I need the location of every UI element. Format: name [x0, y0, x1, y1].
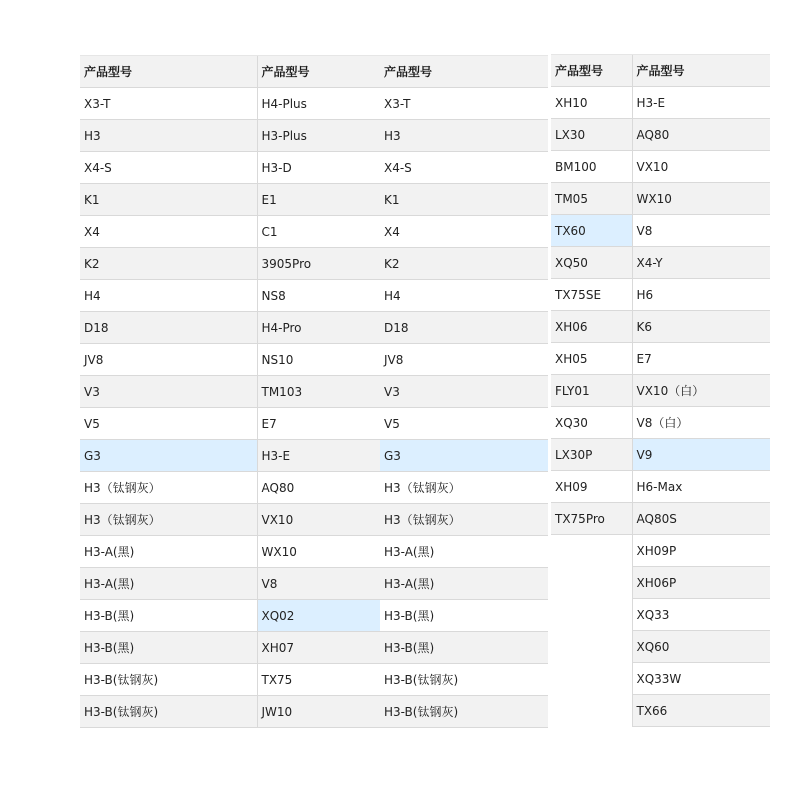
table-cell: H3-A(黑)	[380, 536, 548, 568]
table-cell: H3-B(黑)	[380, 600, 548, 632]
table-cell: C1	[257, 216, 380, 248]
table-cell: H3-E	[632, 87, 770, 119]
table-cell: TM05	[551, 183, 632, 215]
table-row	[80, 152, 548, 184]
table-cell: H3-B(黑)	[380, 632, 548, 664]
table-cell: X4	[380, 216, 548, 248]
table-row	[551, 183, 770, 215]
table-row	[551, 631, 770, 663]
table-cell: K2	[380, 248, 548, 280]
table-row	[80, 216, 548, 248]
table-cell: TX60	[551, 215, 632, 247]
table-cell: H4	[380, 280, 548, 312]
table-row	[80, 440, 548, 472]
table-cell: H3-B(钛钢灰)	[380, 664, 548, 696]
table-cell: V8	[257, 568, 380, 600]
table-cell: H3-Plus	[257, 120, 380, 152]
table-cell: XQ33W	[632, 663, 770, 695]
table-cell: JV8	[380, 344, 548, 376]
table-header-row	[80, 56, 548, 88]
table-row	[551, 535, 770, 567]
table-cell: BM100	[551, 151, 632, 183]
table-row	[80, 312, 548, 344]
table-row	[551, 407, 770, 439]
table-cell: 3905Pro	[257, 248, 380, 280]
table-row	[80, 248, 548, 280]
table-cell: H3-B(黑)	[80, 600, 257, 632]
table-cell: K2	[80, 248, 257, 280]
column-header: 产品型号	[80, 56, 257, 88]
table-cell: LX30	[551, 119, 632, 151]
table-cell	[551, 631, 632, 663]
table-cell: H3-A(黑)	[380, 568, 548, 600]
table-cell: H3-E	[257, 440, 380, 472]
table-cell: H3（钛钢灰）	[380, 504, 548, 536]
table-row	[80, 120, 548, 152]
table-cell: H3-B(钛钢灰)	[80, 664, 257, 696]
table-cell: TX75	[257, 664, 380, 696]
table-row	[551, 151, 770, 183]
table-cell: XQ33	[632, 599, 770, 631]
table-cell: NS10	[257, 344, 380, 376]
table-cell: XH06	[551, 311, 632, 343]
table-cell: VX10（白）	[632, 375, 770, 407]
table-cell: XH09	[551, 471, 632, 503]
table-cell: X3-T	[80, 88, 257, 120]
table-row	[551, 567, 770, 599]
table-cell: TM103	[257, 376, 380, 408]
table-cell: H3	[380, 120, 548, 152]
table-cell: V5	[80, 408, 257, 440]
table-row	[551, 87, 770, 119]
table-row	[80, 88, 548, 120]
table-row	[551, 695, 770, 727]
table-cell: XH09P	[632, 535, 770, 567]
table-row	[80, 472, 548, 504]
table-cell: XQ30	[551, 407, 632, 439]
table-cell: VX10	[257, 504, 380, 536]
table-row	[551, 503, 770, 535]
table-cell: TX66	[632, 695, 770, 727]
column-header: 产品型号	[551, 55, 632, 87]
model-table-right	[551, 54, 770, 727]
table-cell: H4	[80, 280, 257, 312]
table-row	[80, 600, 548, 632]
table-row	[80, 280, 548, 312]
table-row	[80, 664, 548, 696]
table-cell: H3（钛钢灰）	[80, 472, 257, 504]
table-cell: X4-S	[80, 152, 257, 184]
table-cell: H3	[80, 120, 257, 152]
table-cell: X4-S	[380, 152, 548, 184]
table-cell: H3（钛钢灰）	[380, 472, 548, 504]
table-cell: H3-B(钛钢灰)	[380, 696, 548, 728]
table-row	[80, 184, 548, 216]
table-cell	[551, 695, 632, 727]
table-cell: H3（钛钢灰）	[80, 504, 257, 536]
table-cell: H4-Pro	[257, 312, 380, 344]
table-row	[80, 376, 548, 408]
table-cell: V3	[80, 376, 257, 408]
table-cell: H3-A(黑)	[80, 536, 257, 568]
table-cell: TX75Pro	[551, 503, 632, 535]
table-row	[80, 568, 548, 600]
column-header: 产品型号	[257, 56, 380, 88]
table-cell: XQ02	[257, 600, 380, 632]
table-cell: E1	[257, 184, 380, 216]
table-cell	[551, 567, 632, 599]
table-cell: V9	[632, 439, 770, 471]
model-table-left	[80, 55, 548, 728]
table-cell: VX10	[632, 151, 770, 183]
table-cell: XH07	[257, 632, 380, 664]
table-row	[80, 344, 548, 376]
table-row	[551, 471, 770, 503]
table-row	[80, 632, 548, 664]
table-cell: H3-D	[257, 152, 380, 184]
table-cell: X3-T	[380, 88, 548, 120]
table-cell: AQ80	[257, 472, 380, 504]
table-cell	[551, 663, 632, 695]
table-cell: D18	[80, 312, 257, 344]
table-cell: XH10	[551, 87, 632, 119]
table-cell: H3-B(黑)	[80, 632, 257, 664]
table-row	[551, 215, 770, 247]
table-cell: FLY01	[551, 375, 632, 407]
table-cell: V5	[380, 408, 548, 440]
table-cell: LX30P	[551, 439, 632, 471]
column-header: 产品型号	[632, 55, 770, 87]
table-cell: V8	[632, 215, 770, 247]
table-row	[551, 279, 770, 311]
table-cell: H4-Plus	[257, 88, 380, 120]
table-cell: G3	[380, 440, 548, 472]
column-header: 产品型号	[380, 56, 548, 88]
table-row	[80, 504, 548, 536]
table-cell: H6	[632, 279, 770, 311]
table-cell: WX10	[257, 536, 380, 568]
table-cell: K1	[380, 184, 548, 216]
table-cell: JW10	[257, 696, 380, 728]
table-cell: AQ80S	[632, 503, 770, 535]
table-cell	[551, 599, 632, 631]
table-row	[80, 408, 548, 440]
table-cell: E7	[257, 408, 380, 440]
table-cell: XQ50	[551, 247, 632, 279]
table-cell: K1	[80, 184, 257, 216]
table-cell: V8（白）	[632, 407, 770, 439]
table-row	[551, 311, 770, 343]
table-row	[551, 247, 770, 279]
table-row	[80, 536, 548, 568]
table-cell: JV8	[80, 344, 257, 376]
table-row	[551, 663, 770, 695]
table-cell: E7	[632, 343, 770, 375]
table-row	[80, 696, 548, 728]
table-row	[551, 599, 770, 631]
table-cell: WX10	[632, 183, 770, 215]
table-cell: K6	[632, 311, 770, 343]
table-row	[551, 343, 770, 375]
table-cell: XH05	[551, 343, 632, 375]
table-cell: D18	[380, 312, 548, 344]
table-cell	[551, 535, 632, 567]
table-cell: TX75SE	[551, 279, 632, 311]
table-row	[551, 439, 770, 471]
table-cell: X4-Y	[632, 247, 770, 279]
table-row	[551, 375, 770, 407]
table-row	[551, 119, 770, 151]
table-cell: XQ60	[632, 631, 770, 663]
table-cell: H3-B(钛钢灰)	[80, 696, 257, 728]
table-cell: V3	[380, 376, 548, 408]
table-cell: X4	[80, 216, 257, 248]
table-cell: NS8	[257, 280, 380, 312]
table-cell: XH06P	[632, 567, 770, 599]
table-header-row	[551, 55, 770, 87]
table-cell: G3	[80, 440, 257, 472]
table-cell: AQ80	[632, 119, 770, 151]
table-cell: H6-Max	[632, 471, 770, 503]
table-cell: H3-A(黑)	[80, 568, 257, 600]
